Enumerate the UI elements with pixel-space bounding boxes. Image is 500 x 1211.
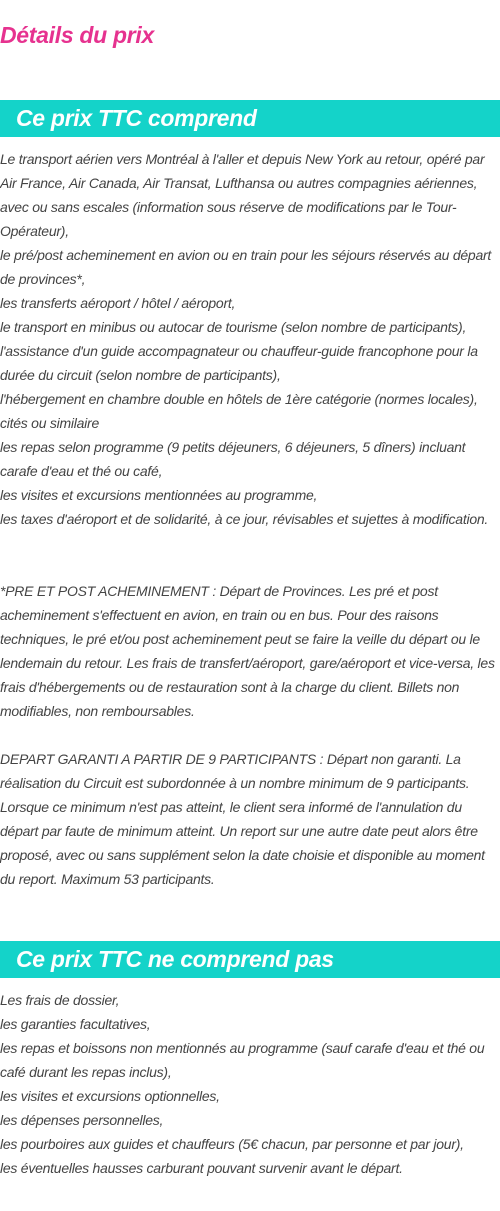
included-item: les taxes d'aéroport et de solidarité, à ce jour, révisables et sujettes à modification. — [0, 511, 489, 527]
included-item: le pré/post acheminement en avion ou en train pour les séjours réservés au départ de provinces*, — [0, 247, 492, 287]
included-item: les visites et excursions mentionnées au programme, — [0, 487, 318, 503]
excluded-item: les repas et boissons non mentionnés au programme (sauf carafe d'eau et thé ou café durant les repas inclus), — [0, 1040, 485, 1080]
included-section-header — [0, 100, 500, 137]
depart-garanti-note — [0, 747, 500, 891]
depart-garanti-note-text: DEPART GARANTI A PARTIR DE 9 PARTICIPANTS : Départ non garanti. La réalisation du Circuit est subordonnée à un nombre minimum de 9 participants. Lorsque ce minimum n'est pas atteint, le client sera informé de l'annulation du départ par faute de minimum atteint. Un report sur une autre date peut alors être proposé, avec ou sans supplément selon la date choisie et disponible au moment du report. Maximum 53 participants. — [0, 751, 485, 887]
page-title: Détails du prix — [0, 22, 154, 48]
included-heading: Ce prix TTC comprend — [16, 105, 257, 131]
excluded-item: Les frais de dossier, — [0, 992, 120, 1008]
excluded-item: les pourboires aux guides et chauffeurs (5€ chacun, par personne et par jour), — [0, 1136, 464, 1152]
included-list — [0, 147, 500, 531]
included-item: les transferts aéroport / hôtel / aéroport, — [0, 295, 236, 311]
excluded-item: les garanties facultatives, — [0, 1016, 151, 1032]
included-item: l'hébergement en chambre double en hôtels de 1ère catégorie (normes locales), cités ou similaire — [0, 391, 478, 431]
included-item: Le transport aérien vers Montréal à l'aller et depuis New York au retour, opéré par Air France, Air Canada, Air Transat, Lufthansa ou autres compagnies aériennes, avec ou sans escales (information sous réserve de modifications par le Tour-Opérateur), — [0, 151, 485, 239]
excluded-heading: Ce prix TTC ne comprend pas — [16, 946, 334, 972]
excluded-section-header — [0, 941, 500, 978]
included-item: l'assistance d'un guide accompagnateur ou chauffeur-guide francophone pour la durée du circuit (selon nombre de participants), — [0, 343, 478, 383]
excluded-item: les visites et excursions optionnelles, — [0, 1088, 220, 1104]
acheminement-note — [0, 579, 500, 723]
excluded-item: les éventuelles hausses carburant pouvant survenir avant le départ. — [0, 1160, 403, 1176]
acheminement-note-text: *PRE ET POST ACHEMINEMENT : Départ de Provinces. Les pré et post acheminement s'effectuent en avion, en train ou en bus. Pour des raisons techniques, le pré et/ou post acheminement peut se faire la veille du départ ou le lendemain du retour. Les frais de transfert/aéroport, gare/aéroport et vice-versa, les frais d'hébergements ou de restauration sont à la charge du client. Billets non modifiables, non remboursables. — [0, 583, 495, 719]
excluded-list — [0, 988, 500, 1180]
excluded-item: les dépenses personnelles, — [0, 1112, 164, 1128]
included-item: les repas selon programme (9 petits déjeuners, 6 déjeuners, 5 dîners) incluant carafe d'eau et thé ou café, — [0, 439, 466, 479]
included-item: le transport en minibus ou autocar de tourisme (selon nombre de participants), — [0, 319, 467, 335]
